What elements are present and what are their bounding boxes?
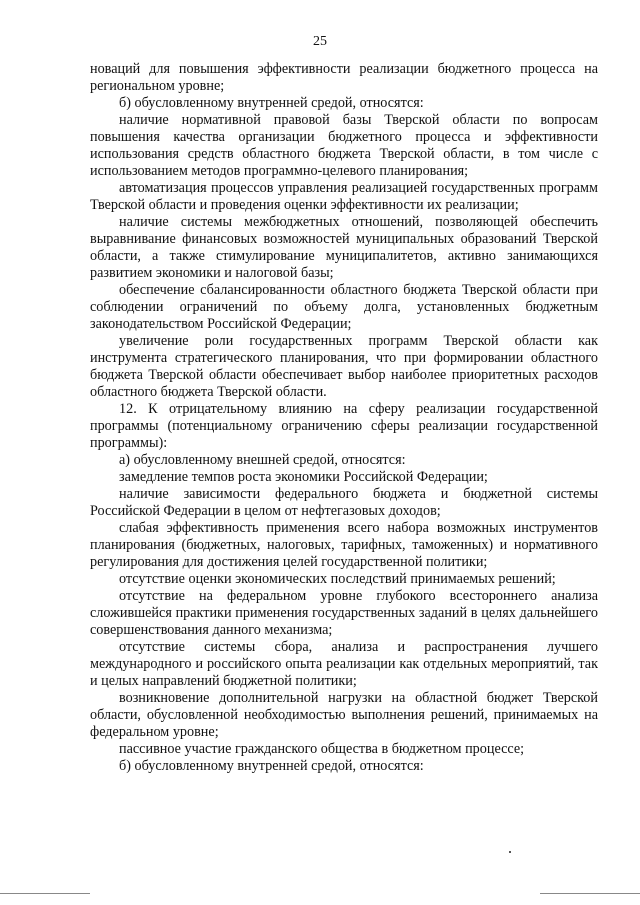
paragraph: слабая эффективность применения всего набора возможных инструментов планирования (бюджетных, налоговых, тарифных, таможенных) и нормативного регулирования для достижения целей государственной политики; <box>90 520 598 570</box>
paragraph: отсутствие системы сбора, анализа и распространения лучшего международного и российского опыта реализации как отдельных мероприятий, так и целых направлений бюджетной политики; <box>90 639 598 689</box>
paragraph: увеличение роли государственных программ Тверской области как инструмента стратегического планирования, что при формировании областного бюджета Тверской области обеспечивает выбор наиболее приоритетных расходов областного бюджета Тверской области. <box>90 333 598 400</box>
paragraph: наличие нормативной правовой базы Тверской области по вопросам повышения качества организации бюджетного процесса и эффективности использования средств областного бюджета Тверской области, в том числе с использованием методов программно-целевого планирования; <box>90 112 598 179</box>
scan-edge-line <box>540 893 640 894</box>
scan-edge-line <box>0 893 90 894</box>
paragraph: отсутствие оценки экономических последствий принимаемых решений; <box>119 571 556 587</box>
paragraph: замедление темпов роста экономики Российской Федерации; <box>119 469 488 485</box>
document-body <box>90 61 598 775</box>
paragraph: автоматизация процессов управления реализацией государственных программ Тверской области и проведения оценки эффективности их реализации; <box>90 180 598 213</box>
paragraph: отсутствие на федеральном уровне глубокого всестороннего анализа сложившейся практики применения государственных заданий в целях дальнейшего совершенствования данного механизма; <box>90 588 598 638</box>
paragraph: новаций для повышения эффективности реализации бюджетного процесса на региональном уровне; <box>90 61 598 94</box>
paragraph: 12. К отрицательному влиянию на сферу реализации государственной программы (потенциальному ограничению сферы реализации государственной программы): <box>90 401 598 451</box>
paragraph: б) обусловленному внутренней средой, относятся: <box>119 758 424 774</box>
paragraph: возникновение дополнительной нагрузки на областной бюджет Тверской области, обусловленной необходимостью выполнения решений, принимаемых на федеральном уровне; <box>90 690 598 740</box>
paragraph: а) обусловленному внешней средой, относятся: <box>119 452 406 468</box>
paragraph: обеспечение сбалансированности областного бюджета Тверской области при соблюдении ограничений по объему долга, установленных бюджетным законодательством Российской Федерации; <box>90 282 598 332</box>
paragraph: пассивное участие гражданского общества в бюджетном процессе; <box>119 741 525 757</box>
paragraph: б) обусловленному внутренней средой, относятся: <box>119 95 424 111</box>
paragraph: наличие зависимости федерального бюджета и бюджетной системы Российской Федерации в целом от нефтегазовых доходов; <box>90 486 598 519</box>
scan-speck <box>509 851 511 853</box>
paragraph: наличие системы межбюджетных отношений, позволяющей обеспечить выравнивание финансовых возможностей муниципальных образований Тверской области, а также стимулирование муниципалитетов, активно занимающихся развитием экономики и налоговой базы; <box>90 214 598 281</box>
page-number: 25 <box>313 34 327 49</box>
